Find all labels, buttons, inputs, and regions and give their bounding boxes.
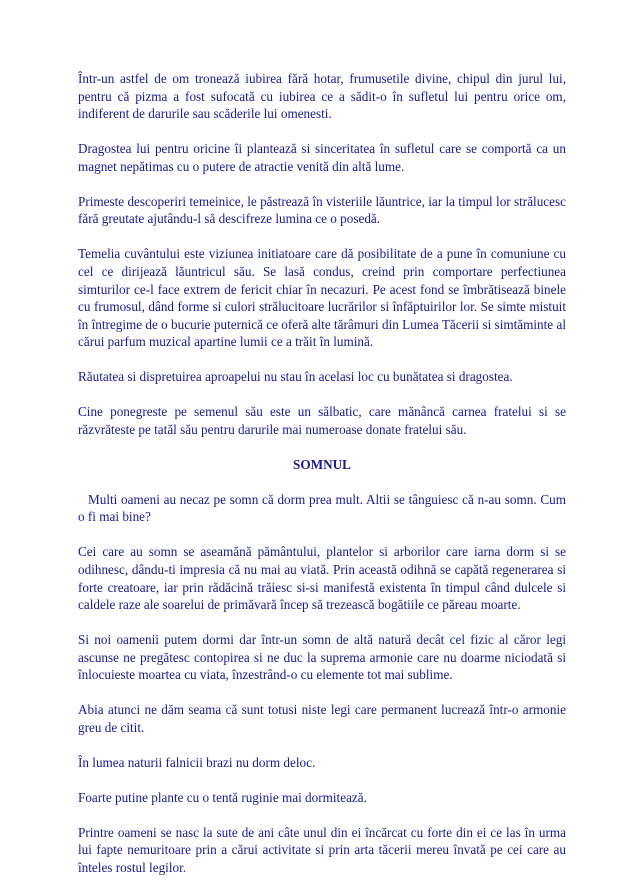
paragraph-9: Si noi oamenii putem dormi dar într-un somn de altă natură decât cel fizic al căror legi ascunse ne pregătesc contopirea si ne duc la suprema armonie care nu doarme niciodată si înlocuieste moartea cu viata, înzestrând-o cu elemente tot mai sublime. (78, 632, 566, 683)
paragraph-5: Răutatea si dispretuirea aproapelui nu stau în acelasi loc cu bunătatea si dragostea. (78, 369, 513, 385)
paragraph-10: Abia atunci ne dăm seama că sunt totusi niste legi care permanent lucrează într-o armonie greu de citit. (78, 702, 566, 735)
paragraph-13: Printre oameni se nasc la sute de ani câte unul din ei încărcat cu forte din ei ce las în urma lui fapte nemuritoare prin a cărui activitate si prin arta tăcerii mereu învată pe cei care au înteles rostul legilor. (78, 824, 566, 876)
section-heading: SOMNUL (293, 456, 351, 472)
paragraph-11: În lumea naturii falnicii brazi nu dorm deloc. (78, 754, 316, 770)
paragraph-1: Într-un astfel de om tronează iubirea fără hotar, frumusetile divine, chipul din jurul lui, pentru că pizma a fost sufocată cu iubirea ce a sădit-o în sufletul lui pentru orice om, indiferent de darurile sau scăderile lui omenesti. (78, 71, 566, 122)
paragraph-12: Foarte putine plante cu o tentă ruginie mai dormitează. (78, 789, 367, 805)
paragraph-8: Cei care au somn se aseamănă pământului, plantelor si arborilor care iarna dorm si se odihnesc, dându-ti impresia că nu mai au viată. Prin această odihnă se capătă regenerarea si forte creatoare, iar prin rădăcină trăiesc si-si manifestă existenta în timpul când dulcele si caldele raze ale soarelui de primăvară încep să trezească bogătiile ce păreau moarte. (78, 544, 566, 613)
paragraph-7: Multi oameni au necaz pe somn că dorm prea mult. Altii se tânguiesc că n-au somn. Cum o fi mai bine? (78, 491, 566, 525)
paragraph-2: Dragostea lui pentru oricine îi plantează si sinceritatea în sufletul care se comportă ca un magnet nepătimas cu o putere de atractie venită din altă lume. (78, 141, 566, 174)
paragraph-4: Temelia cuvântului este viziunea initiatoare care dă posibilitate de a pune în comuniune cu cel ce dirijează lăuntricul său. Se lasă condus, creind prin comportare perfectiunea simturilor ce-l face extrem de fericit chiar în necazuri. Pe acest fond se îmbrătisează binele cu frumosul, dând forme si culori strălucitoare lucrărilor si înfăptuirilor lor. Se simte mistuit în întregime de o bucurie puternică ce oferă alte tărâmuri din Lumea Tăcerii si simtăminte al cărui parfum muzical apartine lumii ce a trăit în lumină. (78, 246, 566, 350)
document-page (78, 70, 566, 894)
paragraph-3: Primeste descoperiri temeinice, le păstrează în visteriile lăuntrice, iar la timpul lor strălucesc fără greutate ajutându-l să descifreze lumina ce o posedă. (78, 193, 566, 227)
paragraph-6: Cine ponegreste pe semenul său este un sălbatic, care mănâncă carnea fratelui si se răzvrăteste pe tatăl său pentru darurile mai numeroase donate fratelui său. (78, 404, 566, 437)
